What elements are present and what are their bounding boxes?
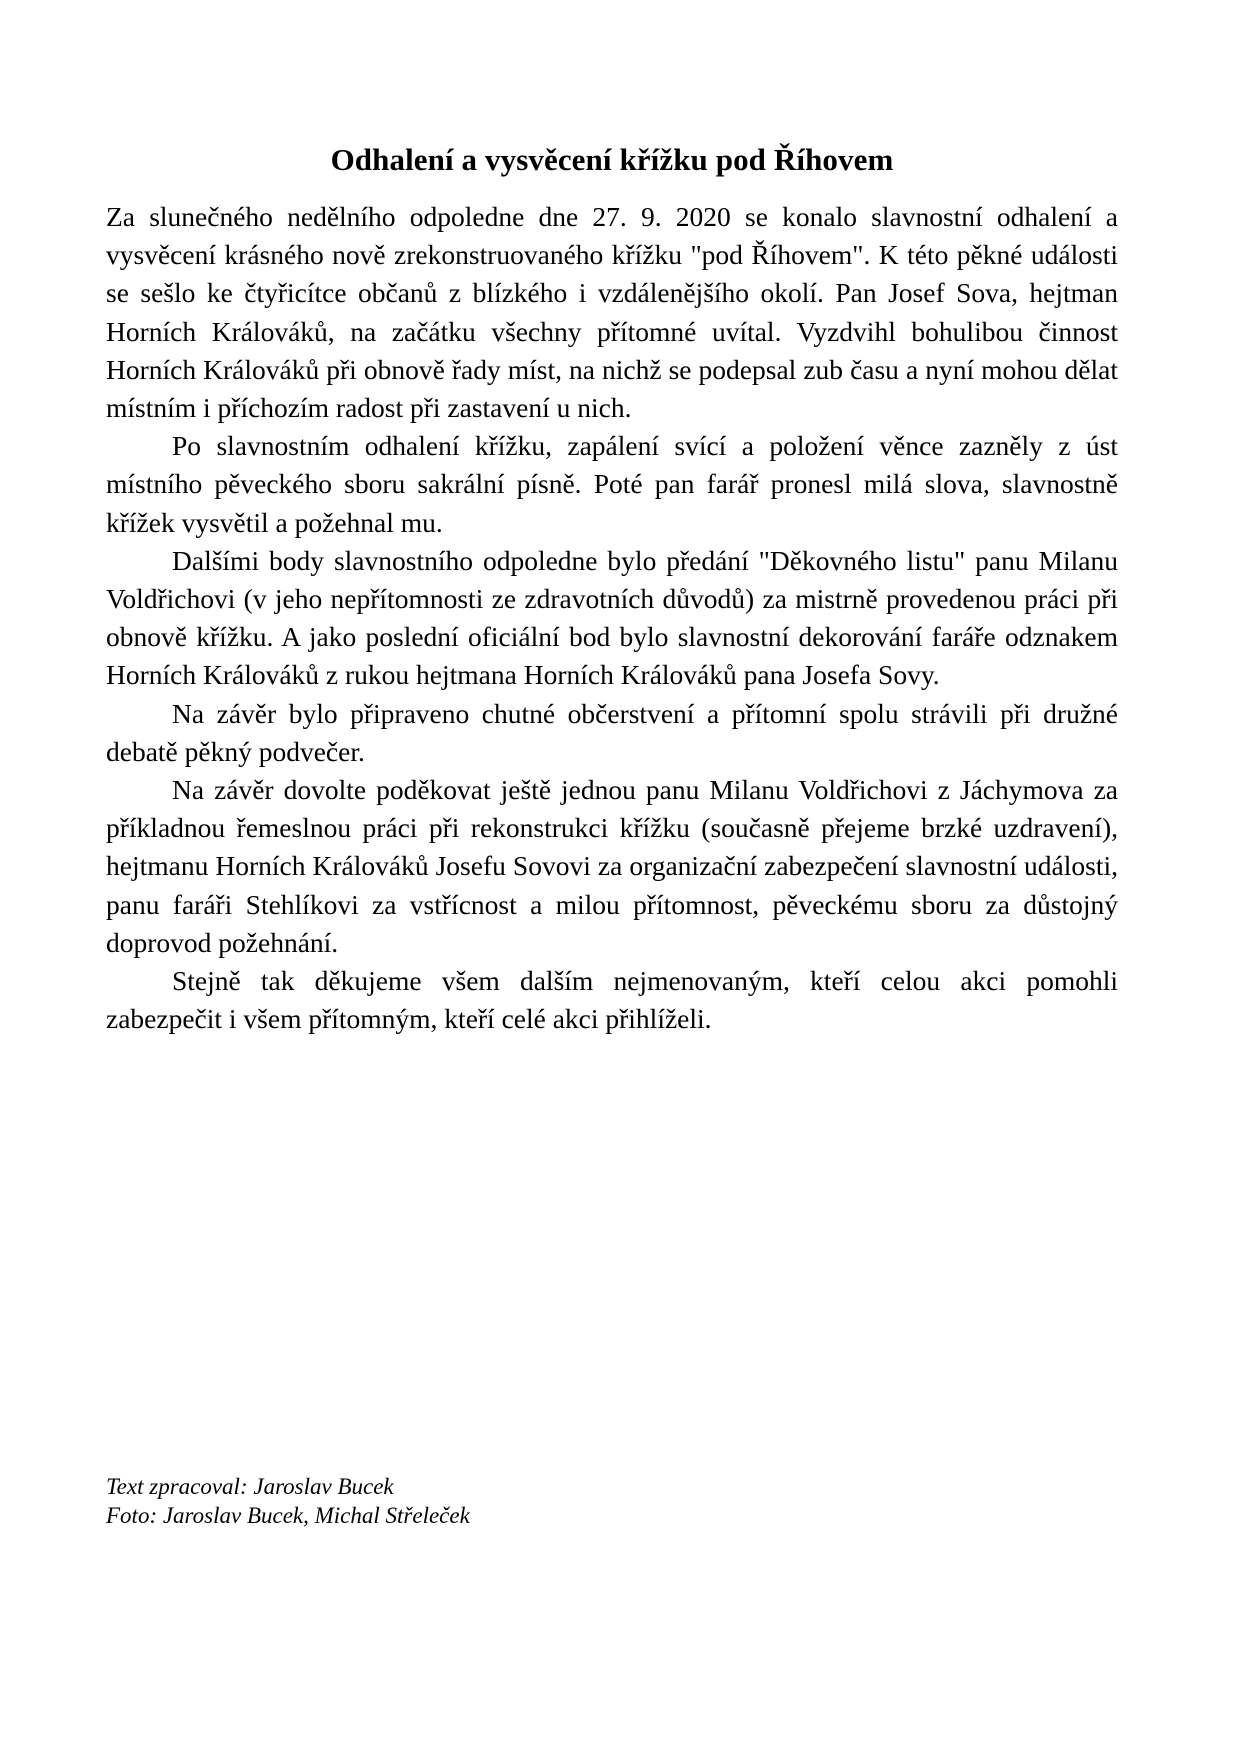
paragraph-closing: Stejně tak děkujeme všem dalším nejmenovaným, kteří celou akci pomohli zabezpečit i všem přítomným, kteří celé akci přihlíželi. — [106, 965, 1118, 1035]
paragraph-intro: Za slunečného nedělního odpoledne dne 27. 9. 2020 se konalo slavnostní odhalení a vysvěcení krásného nově zrekonstruovaného křížku "pod Říhovem". K této pěkné události se sešlo ke čtyřicítce občanů z blízkého i vzdálenějšího okolí. Pan Josef Sova, hejtman Horních Králováků, na začátku všechny přítomné uvítal. Vyzdvihl bohulibou činnost Horních Králováků při obnově řady míst, na nichž se podepsal zub času a nyní mohou dělat místním i příchozím radost při zastavení u nich. — [106, 201, 1118, 424]
paragraph-ceremony: Po slavnostním odhalení křížku, zapálení svící a položení věnce zazněly z úst místního pěveckého sboru sakrální písně. Poté pan farář pronesl milá slova, slavnostně křížek vysvětil a požehnal mu. — [106, 430, 1118, 538]
paragraph-awards: Dalšími body slavnostního odpoledne bylo předání "Děkovného listu" panu Milanu Voldřichovi (v jeho nepřítomnosti ze zdravotních důvodů) za mistrně provedenou práci při obnově křížku. A jako poslední oficiální bod bylo slavnostní dekorování faráře odznakem Horních Králováků z rukou hejtmana Horních Králováků pana Josefa Sovy. — [106, 544, 1118, 691]
paragraph-thanks: Na závěr dovolte poděkovat ještě jednou panu Milanu Voldřichovi z Jáchymova za příkladnou řemeslnou práci při rekonstrukci křížku (současně přejeme brzké uzdravení), hejtmanu Horních Králováků Josefu Sovovi za organizační zabezpečení slavnostní události, panu faráři Stehlíkovi za vstřícnost a milou přítomnost, pěveckému sboru za důstojný doprovod požehnání. — [106, 774, 1118, 958]
photo-credit: Foto: Jaroslav Bucek, Michal Střeleček — [106, 1503, 470, 1528]
text-credit: Text zpracoval: Jaroslav Bucek — [106, 1474, 394, 1499]
paragraph-refreshments: Na závěr bylo připraveno chutné občerstvení a přítomní spolu strávili při družné debatě pěkný podvečer. — [106, 697, 1118, 767]
document-title: Odhalení a vysvěcení křížku pod Říhovem — [330, 142, 894, 177]
document-page — [106, 140, 1118, 1038]
credits — [106, 1472, 470, 1530]
